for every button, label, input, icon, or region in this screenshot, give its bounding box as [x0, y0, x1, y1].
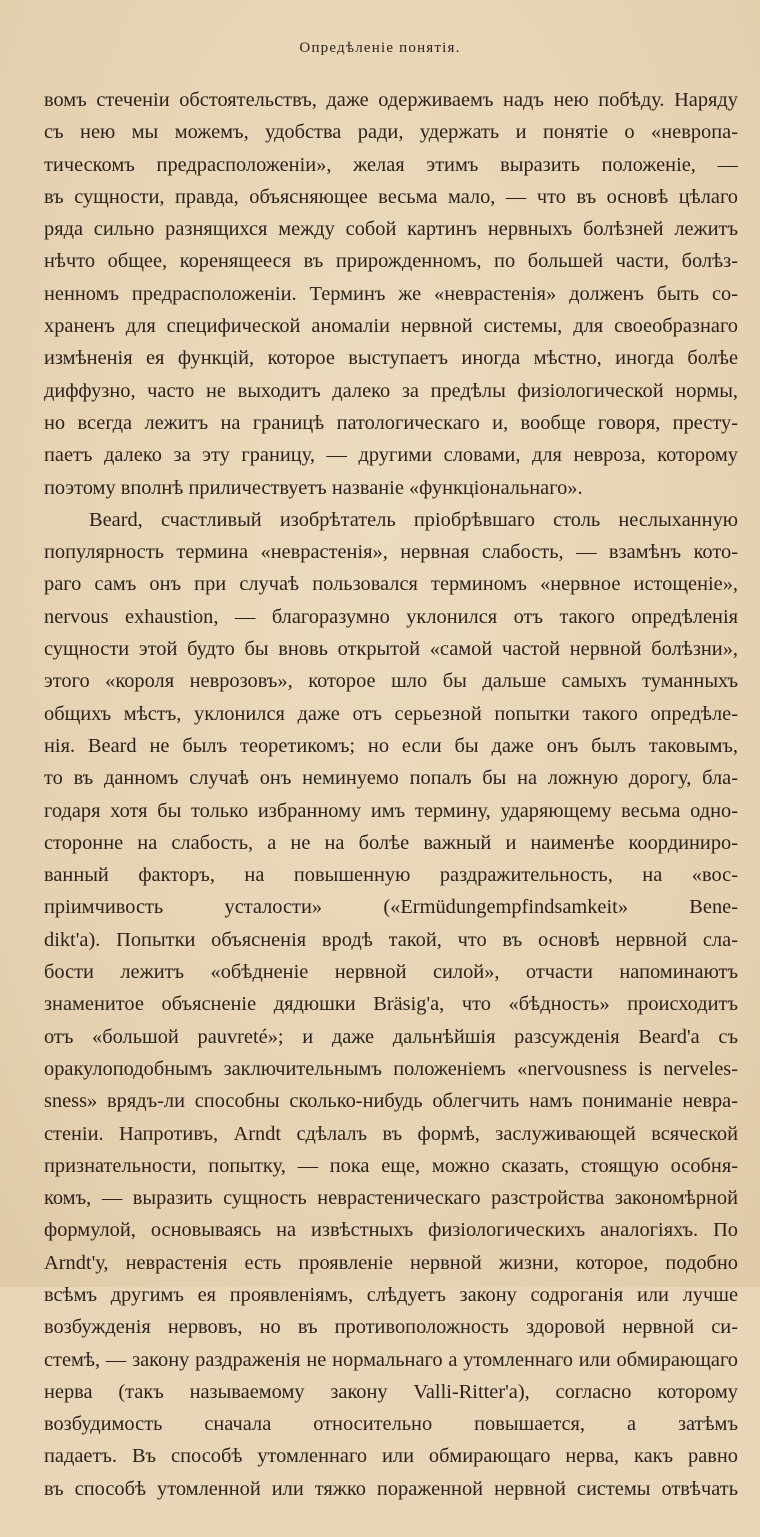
text-line: съ нею мы можемъ, удобства ради, удержать и понятіе о «невропа-: [44, 121, 738, 144]
text-line: Beard, счастливый изобрѣтатель пріобрѣвшаго столь неслыханную: [89, 508, 738, 531]
text-line: всѣмъ другимъ ея проявленіямъ, слѣдуетъ закону содроганія или лучше: [44, 1283, 738, 1306]
text-line: падаетъ. Въ способѣ утомленнаго или обмирающаго нерва, какъ равно: [44, 1445, 738, 1468]
text-line: тическомъ предрасположеніи», желая этимъ выразить положеніе, —: [44, 153, 738, 176]
text-line: но всегда лежитъ на границѣ патологическаго и, вообще говоря, престу-: [44, 411, 738, 434]
text-line: возбужденія нервовъ, но въ противоположность здоровой нервной си-: [44, 1316, 738, 1339]
text-line: nervous exhaustion, — благоразумно уклонился отъ такого опредѣленія: [44, 605, 738, 628]
body-text: [44, 84, 738, 1537]
text-line: [44, 1505, 738, 1537]
text-line: бости лежитъ «обѣдненіе нервной силой», отчасти напоминаютъ: [44, 961, 738, 984]
text-line: поэтому вполнѣ приличествуетъ названіе «функціональнаго».: [44, 476, 583, 499]
text-line: ненномъ предрасположеніи. Терминъ же «неврастенія» долженъ быть со-: [44, 282, 738, 305]
text-line: возбудимость сначала относительно повышается, а затѣмъ: [44, 1413, 738, 1436]
text-line: въ сущности, правда, объясняющее весьма мало, — что въ основѣ цѣлаго: [44, 185, 738, 208]
text-line: то въ данномъ случаѣ онъ неминуемо попалъ бы на ложную дорогу, бла-: [44, 767, 738, 790]
text-line: этого «короля неврозовъ», которое шло бы дальше самыхъ туманныхъ: [44, 670, 738, 693]
text-line: ряда сильно разнящихся между собой картинъ нервныхъ болѣзней лежитъ: [44, 218, 738, 241]
text-line: популярность термина «неврастенія», нервная слабость, — взамѣнъ кото-: [44, 541, 738, 564]
text-line: въ способѣ утомленной или тяжко пораженной нервной системы отвѣчать: [44, 1477, 738, 1500]
text-line: общихъ мѣстъ, уклонился даже отъ серьезной попытки такого опредѣле-: [44, 702, 738, 725]
text-line: нерва (такъ называемому закону Valli-Ritter'а), согласно которому: [44, 1380, 738, 1403]
text-line: отъ «большой pauvreté»; и даже дальнѣйшія разсужденія Beard'а съ: [44, 1025, 738, 1048]
text-line: стеніи. Напротивъ, Arndt сдѣлалъ въ формѣ, заслуживающей всяческой: [44, 1122, 738, 1145]
text-line: пріимчивость усталости» («Ermüdungempfindsamkeit» Bene-: [44, 896, 738, 919]
text-line: годаря хотя бы только избранному имъ термину, ударяющему весьма одно-: [44, 799, 738, 822]
text-line: нѣчто общее, коренящееся въ прирожденномъ, по большей части, болѣз-: [44, 250, 738, 273]
text-line: вомъ стеченіи обстоятельствъ, даже одерживаемъ надъ нею побѣду. Наряду: [44, 89, 738, 111]
text-line: признательности, попытку, — пока еще, можно сказать, стоящую особня-: [44, 1154, 738, 1177]
text-line: Arndt'у, неврастенія есть проявленіе нервной жизни, которое, подобно: [44, 1251, 738, 1274]
text-line: диффузно, часто не выходитъ далеко за предѣлы физіологической нормы,: [44, 379, 738, 402]
text-line: оракулоподобнымъ заключительнымъ положеніемъ «nervousness is nerveles-: [44, 1057, 738, 1080]
text-line: измѣненія ея функцій, которое выступаетъ иногда мѣстно, иногда болѣе: [44, 347, 738, 370]
text-line: sness» врядъ-ли способны сколько-нибудь облегчить намъ пониманіе невра-: [44, 1090, 738, 1113]
text-line: формулой, основываясь на извѣстныхъ физіологическихъ аналогіяхъ. По: [44, 1219, 738, 1242]
text-line: знаменитое объясненіе дядюшки Bräsig'а, что «бѣдность» происходитъ: [44, 993, 738, 1016]
text-line: комъ, — выразить сущность неврастеническаго разстройства закономѣрной: [44, 1187, 738, 1210]
running-header: Опредѣленіе понятія.: [299, 40, 461, 56]
text-line: сторонне на слабость, а не на болѣе важный и наименѣе координиро-: [44, 831, 738, 854]
text-line: раго самъ онъ при случаѣ пользовался терминомъ «нервное истощеніе»,: [44, 573, 738, 596]
text-line: храненъ для специфической аномаліи нервной системы, для своеобразнаго: [44, 315, 738, 338]
text-line: ванный факторъ, на повышенную раздражительность, на «вос-: [44, 864, 738, 887]
text-line: стемѣ, — закону раздраженія не нормальнаго а утомленнаго или обмирающаго: [44, 1348, 738, 1371]
text-line: паетъ далеко за эту границу, — другими словами, для невроза, которому: [44, 444, 738, 467]
text-line: dikt'а). Попытки объясненія вродѣ такой, что въ основѣ нервной сла-: [44, 928, 738, 951]
text-line: нія. Beard не былъ теоретикомъ; но если бы даже онъ былъ таковымъ,: [44, 734, 738, 757]
text-line: сущности этой будто бы вновь открытой «самой частой нервной болѣзни»,: [44, 638, 738, 661]
